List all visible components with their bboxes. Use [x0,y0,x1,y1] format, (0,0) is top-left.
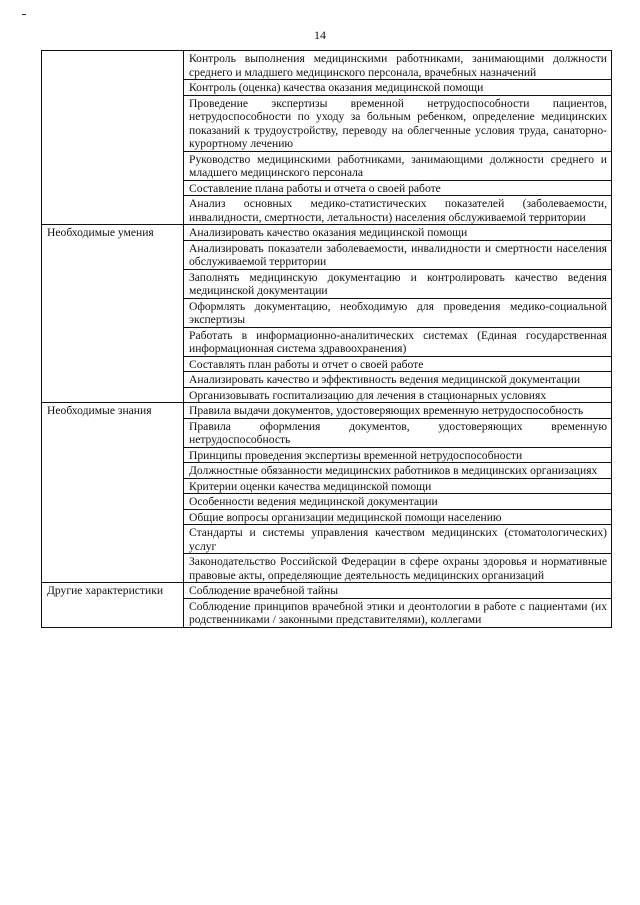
table-row [42,403,612,419]
table-body [42,51,612,628]
table-row [42,583,612,599]
table-cell-item: Правила оформления документов, удостоверяющих временную нетрудоспособность [184,418,612,447]
table-cell-item: Соблюдение врачебной тайны [184,583,612,599]
table-cell-item: Составление плана работы и отчета о своей работе [184,180,612,196]
table-cell-item: Руководство медицинскими работниками, занимающими должности среднего и младшего медицинского персонала [184,151,612,180]
table-cell-item: Проведение экспертизы временной нетрудоспособности пациентов, нетрудоспособности по уходу за больным ребенком, определение медицинских показаний к трудоустройству, переводу на облегченные условия труда, санаторно-курортному лечению [184,95,612,151]
table-cell-item: Контроль выполнения медицинскими работниками, занимающими должности среднего и младшего медицинского персонала, врачебных назначений [184,51,612,80]
table-row [42,51,612,80]
table-cell-item: Стандарты и системы управления качеством медицинских (стоматологических) услуг [184,525,612,554]
page-number: 14 [314,28,326,42]
table-cell-item: Организовывать госпитализацию для лечения в стационарных условиях [184,387,612,403]
table-cell-item: Составлять план работы и отчет о своей работе [184,356,612,372]
table-cell-item: Анализировать показатели заболеваемости, инвалидности и смертности населения обслуживаемой территории [184,240,612,269]
section-label: Другие характеристики [42,583,184,628]
scan-mark [22,14,26,15]
table-cell-item: Особенности ведения медицинской документации [184,494,612,510]
table-cell-item: Критерии оценки качества медицинской помощи [184,478,612,494]
table-cell-item: Должностные обязанности медицинских работников в медицинских организациях [184,463,612,479]
table-cell-item: Анализ основных медико-статистических показателей (заболеваемости, инвалидности, смертности, летальности) населения обслуживаемой территории [184,196,612,225]
table-cell-item: Оформлять документацию, необходимую для проведения медико-социальной экспертизы [184,298,612,327]
table-cell-item: Работать в информационно-аналитических системах (Единая государственная информационная система здравоохранения) [184,327,612,356]
table-cell-item: Заполнять медицинскую документацию и контролировать качество ведения медицинской документации [184,269,612,298]
table-cell-item: Общие вопросы организации медицинской помощи населению [184,509,612,525]
section-label [42,51,184,225]
section-label: Необходимые умения [42,225,184,403]
table-cell-item: Контроль (оценка) качества оказания медицинской помощи [184,80,612,96]
table-cell-item: Принципы проведения экспертизы временной нетрудоспособности [184,447,612,463]
competency-table [41,50,612,628]
table-cell-item: Анализировать качество оказания медицинской помощи [184,225,612,241]
table-cell-item: Законодательство Российской Федерации в сфере охраны здоровья и нормативные правовые акты, определяющие деятельность медицинских организаций [184,554,612,583]
table-cell-item: Соблюдение принципов врачебной этики и деонтологии в работе с пациентами (их родственниками / законными представителями), коллегами [184,598,612,627]
table-cell-item: Анализировать качество и эффективность ведения медицинской документации [184,372,612,388]
section-label: Необходимые знания [42,403,184,583]
table-row [42,225,612,241]
table-cell-item: Правила выдачи документов, удостоверяющих временную нетрудоспособность [184,403,612,419]
